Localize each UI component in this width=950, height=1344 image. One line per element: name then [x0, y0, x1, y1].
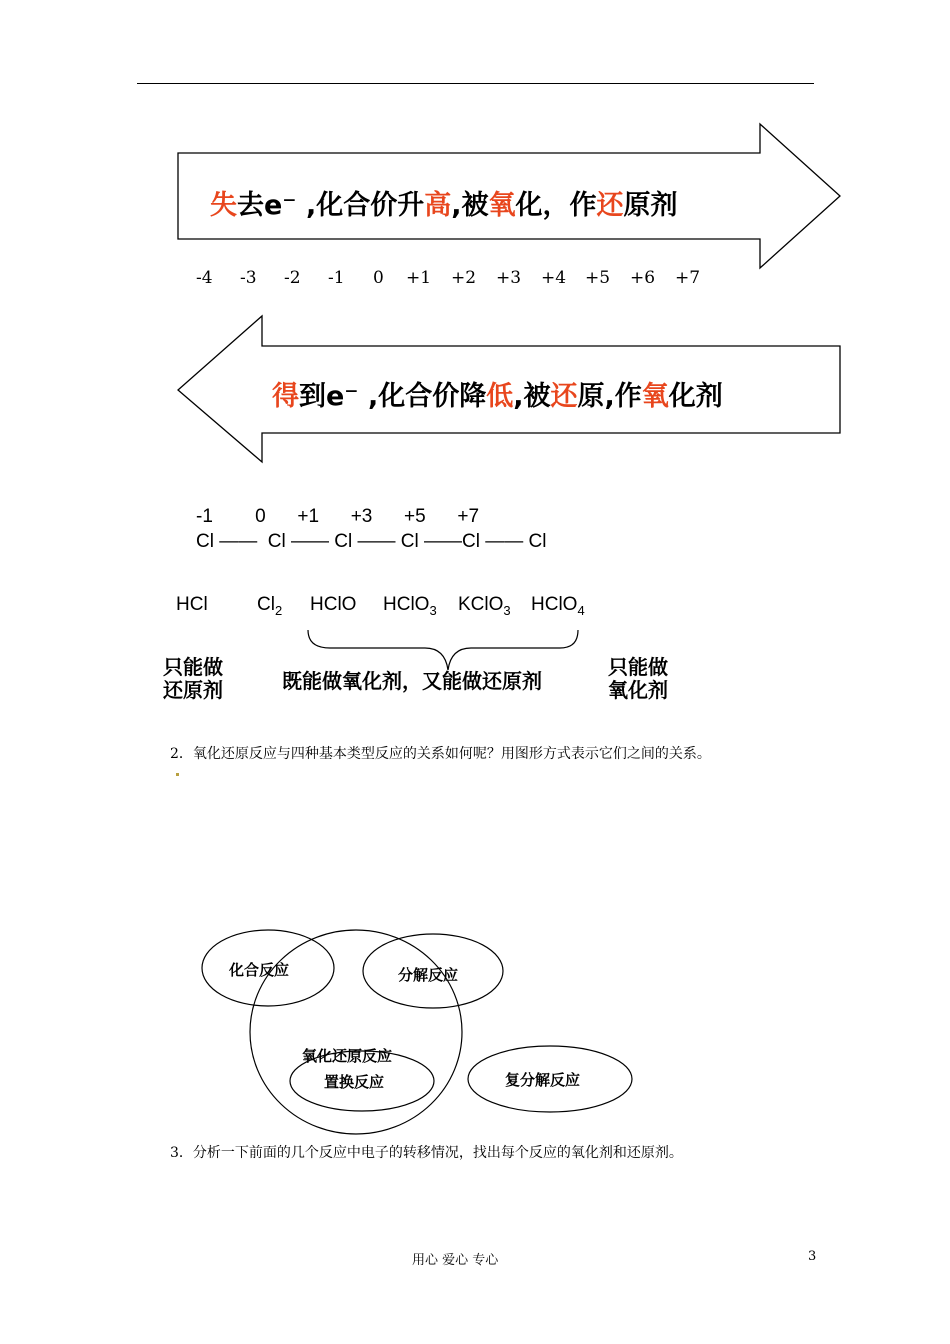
compound-formula — [176, 594, 208, 616]
arrow-bottom-segment: 化剂 — [668, 381, 723, 412]
scale-tick-label: +7 — [675, 268, 701, 288]
formula-main: HClO — [310, 594, 357, 615]
scale-tick-label: +2 — [451, 268, 477, 288]
double-decomposition-label: 复分解反应 — [505, 1071, 581, 1089]
arrow-top-segment: 还 — [596, 190, 624, 221]
oxidation-arrow-text — [210, 183, 678, 222]
arrow-bottom-segment: 到e⁻ ,化合价降 — [299, 381, 487, 412]
caption-left-line2: 还原剂 — [163, 678, 223, 702]
formula-subscript: 3 — [429, 602, 437, 618]
only-oxidizing-caption — [608, 656, 668, 702]
scale-tick-label: +5 — [585, 268, 611, 288]
arrow-top-segment: 氧 — [488, 190, 516, 221]
formula-subscript: 4 — [577, 602, 585, 618]
valence-scale — [0, 268, 950, 292]
compound-formula — [458, 594, 511, 618]
arrow-bottom-segment: 原,作 — [577, 381, 642, 412]
replacement-label: 置换反应 — [324, 1073, 385, 1091]
footer-text: 用心 爱心 专心 — [412, 1253, 499, 1268]
brace-shape — [308, 630, 578, 670]
formula-main: HClO — [531, 594, 578, 615]
caption-right-line2: 氧化剂 — [608, 678, 668, 702]
arrow-bottom-segment: ,被 — [513, 381, 551, 412]
chlorine-compounds — [0, 594, 950, 622]
scale-tick-label: +4 — [541, 268, 567, 288]
arrow-bottom-segment: 低 — [486, 381, 514, 412]
scale-tick-label: +3 — [496, 268, 522, 288]
arrow-top-segment: 高 — [424, 190, 452, 221]
arrow-top-segment: ,被 — [451, 190, 489, 221]
formula-subscript: 2 — [274, 602, 283, 618]
page-number: 3 — [808, 1249, 817, 1264]
formula-main: HCl — [176, 594, 208, 615]
decomposition-label: 分解反应 — [398, 966, 459, 984]
combination-label: 化合反应 — [229, 961, 290, 979]
compound-formula — [383, 594, 437, 618]
scale-tick-label: -3 — [240, 268, 257, 288]
chlorine-valences: -1 0 +1 +3 +5 +7 — [196, 506, 480, 527]
redox-label: 氧化还原反应 — [302, 1047, 393, 1065]
compound-formula — [310, 594, 356, 616]
formula-subscript: 3 — [503, 602, 511, 618]
compound-formula — [257, 594, 282, 618]
question-2: 2．氧化还原反应与四种基本类型反应的关系如何呢？用图形方式表示它们之间的关系。 — [170, 746, 711, 762]
arrow-top-segment: 化，作 — [515, 190, 597, 221]
scale-tick-label: 0 — [373, 268, 384, 288]
both-caption: 既能做氧化剂，又能做还原剂 — [282, 669, 542, 693]
marker-dot — [176, 773, 179, 776]
scale-tick-label: +1 — [406, 268, 432, 288]
reduction-arrow-text — [272, 374, 723, 413]
question-3: 3．分析一下前面的几个反应中电子的转移情况，找出每个反应的氧化剂和还原剂。 — [170, 1145, 683, 1161]
formula-main: Cl — [257, 594, 275, 615]
scale-tick-label: +6 — [630, 268, 656, 288]
arrow-top-segment: 原剂 — [623, 190, 678, 221]
chlorine-chain: Cl —— Cl —— Cl —— Cl ——Cl —— Cl — [196, 531, 547, 552]
scale-tick-label: -4 — [196, 268, 213, 288]
arrow-bottom-segment: 还 — [550, 381, 578, 412]
arrow-bottom-segment: 氧 — [641, 381, 669, 412]
arrow-top-segment: 失 — [210, 190, 237, 221]
formula-main: HClO — [383, 594, 430, 615]
compound-formula — [531, 594, 585, 618]
scale-tick-label: -1 — [328, 268, 345, 288]
formula-main: KClO — [458, 594, 504, 615]
scale-tick-label: -2 — [284, 268, 301, 288]
arrow-bottom-segment: 得 — [272, 381, 299, 412]
caption-left-line1: 只能做 — [163, 655, 223, 679]
caption-right-line1: 只能做 — [608, 655, 668, 679]
only-reducing-caption — [163, 656, 223, 702]
arrow-top-segment: 去e⁻ ,化合价升 — [237, 190, 425, 221]
